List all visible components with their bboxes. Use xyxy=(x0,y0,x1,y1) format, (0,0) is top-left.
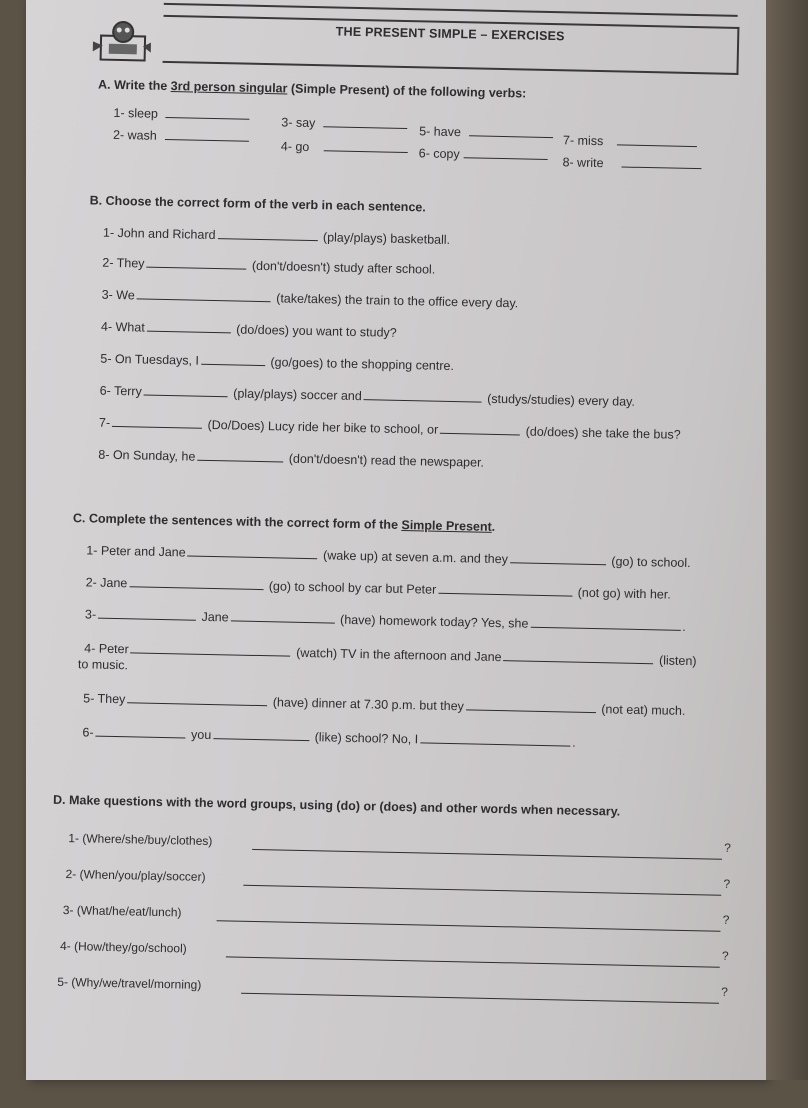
section-b-item xyxy=(100,384,636,409)
section-c-item-continued: to music. xyxy=(77,657,129,673)
answer-blank[interactable] xyxy=(127,701,267,706)
item-text: you xyxy=(190,727,212,743)
answer-blank[interactable] xyxy=(213,737,309,741)
answer-blank[interactable] xyxy=(503,659,653,664)
answer-line[interactable] xyxy=(241,993,719,1004)
section-a-title-suffix: (Simple Present) of the following verbs: xyxy=(287,81,527,101)
verb-item xyxy=(563,133,700,150)
section-c-title xyxy=(73,511,496,534)
answer-line[interactable] xyxy=(217,920,721,932)
verb-item xyxy=(281,115,409,132)
item-text: (go) to school. xyxy=(611,554,691,571)
title-top-rule xyxy=(164,3,738,17)
item-text: (do/does) she take the bus? xyxy=(525,424,681,442)
answer-blank[interactable] xyxy=(530,626,680,631)
answer-blank[interactable] xyxy=(98,617,196,621)
verb-label: 8- write xyxy=(562,155,604,171)
question-prompt: 2- (When/you/play/soccer) xyxy=(65,867,206,884)
answer-blank[interactable] xyxy=(364,398,482,402)
item-text: Jane xyxy=(201,609,229,625)
answer-blank[interactable] xyxy=(201,363,265,366)
answer-blank[interactable] xyxy=(510,561,606,565)
item-text: 3- xyxy=(84,607,97,622)
item-text: 6- xyxy=(82,725,94,740)
item-text: (do/does) you want to study? xyxy=(236,322,397,340)
item-text: (listen) xyxy=(658,653,697,669)
answer-blank[interactable] xyxy=(466,708,596,713)
item-text: (don't/doesn't) study after school. xyxy=(251,258,436,277)
question-mark: ? xyxy=(722,912,730,927)
section-b-item xyxy=(98,448,484,470)
item-text: 2- Jane xyxy=(85,575,128,591)
section-a-title xyxy=(98,78,527,101)
item-text: (go/goes) to the shopping centre. xyxy=(270,355,455,374)
verb-label: 3- say xyxy=(281,115,316,131)
verb-item xyxy=(419,146,550,163)
item-text: 8- On Sunday, he xyxy=(98,447,196,464)
section-c-title-suffix: . xyxy=(491,519,496,534)
question-mark: ? xyxy=(721,984,729,999)
item-text: (play/plays) soccer and xyxy=(233,386,362,404)
answer-blank[interactable] xyxy=(112,425,202,429)
section-b-item xyxy=(99,416,681,442)
answer-line[interactable] xyxy=(243,885,721,896)
section-b-item xyxy=(102,288,519,311)
item-text: (studys/studies) every day. xyxy=(487,391,636,409)
answer-blank[interactable] xyxy=(165,138,249,142)
item-text: . xyxy=(682,619,686,634)
answer-blank[interactable] xyxy=(137,297,271,302)
item-text: (Do/Does) Lucy ride her bike to school, or xyxy=(207,417,439,437)
section-c-item xyxy=(83,691,685,718)
item-text: 4- What xyxy=(100,319,145,335)
verb-item xyxy=(419,124,555,141)
section-c-item xyxy=(86,543,691,570)
verb-item xyxy=(562,155,703,172)
verb-item xyxy=(113,128,251,145)
item-text: 5- They xyxy=(83,691,126,707)
section-a-title-underlined: 3rd person singular xyxy=(170,79,288,96)
verb-label: 7- miss xyxy=(562,133,604,149)
section-c-item xyxy=(85,607,686,634)
section-c-item xyxy=(84,641,697,668)
answer-blank[interactable] xyxy=(323,125,407,129)
item-text: (take/takes) the train to the office every day. xyxy=(276,291,519,311)
item-text: 4- Peter xyxy=(84,641,129,657)
section-b-item xyxy=(102,256,435,277)
item-text: (play/plays) basketball. xyxy=(322,230,451,247)
answer-line[interactable] xyxy=(226,956,720,967)
item-text: (not eat) much. xyxy=(601,702,686,718)
answer-blank[interactable] xyxy=(166,116,250,120)
answer-blank[interactable] xyxy=(96,735,186,739)
question-mark: ? xyxy=(724,840,732,855)
question-mark: ? xyxy=(721,948,729,963)
item-text: (go) to school by car but Peter xyxy=(268,579,437,597)
answer-blank[interactable] xyxy=(147,330,231,334)
answer-blank[interactable] xyxy=(440,432,520,436)
answer-blank[interactable] xyxy=(464,156,548,160)
item-text: (don't/doesn't) read the newspaper. xyxy=(288,451,485,470)
answer-blank[interactable] xyxy=(131,651,291,656)
question-mark: ? xyxy=(723,876,731,891)
section-b-item xyxy=(100,352,454,373)
answer-blank[interactable] xyxy=(197,459,283,463)
section-c-title-underlined: Simple Present xyxy=(401,517,492,534)
section-a-title-prefix: A. Write the xyxy=(97,77,171,94)
section-c-item xyxy=(82,725,575,749)
item-text: (have) homework today? Yes, she xyxy=(339,612,529,631)
answer-blank[interactable] xyxy=(621,166,701,170)
section-b-title: B. Choose the correct form of the verb in each sentence. xyxy=(89,193,426,215)
item-text: (watch) TV in the afternoon and Jane xyxy=(296,645,502,665)
item-text: (have) dinner at 7.30 p.m. but they xyxy=(272,695,465,714)
answer-blank[interactable] xyxy=(469,134,553,138)
worksheet-content xyxy=(3,0,786,1108)
verb-label: 1- sleep xyxy=(113,105,159,121)
verb-label: 2- wash xyxy=(112,127,157,143)
question-prompt: 5- (Why/we/travel/morning) xyxy=(57,974,202,992)
item-text: (not go) with her. xyxy=(577,585,671,602)
item-text: 1- Peter and Jane xyxy=(86,543,186,560)
verb-label: 5- have xyxy=(419,124,462,140)
answer-blank[interactable] xyxy=(617,143,697,147)
answer-blank[interactable] xyxy=(438,592,572,597)
verb-item xyxy=(281,139,410,156)
answer-blank[interactable] xyxy=(420,741,570,746)
item-text: . xyxy=(572,735,576,750)
answer-line[interactable] xyxy=(252,849,722,860)
item-text: (like) school? No, I xyxy=(314,730,419,747)
answer-blank[interactable] xyxy=(188,555,318,560)
answer-blank[interactable] xyxy=(129,585,263,590)
answer-blank[interactable] xyxy=(231,619,335,623)
answer-blank[interactable] xyxy=(146,266,246,270)
answer-blank[interactable] xyxy=(144,394,228,398)
question-prompt: 4- (How/they/go/school) xyxy=(59,938,187,956)
item-text: 2- They xyxy=(102,255,145,271)
section-b-item xyxy=(103,226,450,247)
section-c-title-prefix: C. Complete the sentences with the correct form of the xyxy=(72,511,402,532)
item-text: 1- John and Richard xyxy=(102,225,216,243)
verb-label: 6- copy xyxy=(418,146,460,162)
section-b-item xyxy=(101,320,397,340)
item-text: 6- Terry xyxy=(99,383,142,399)
page-title: THE PRESENT SIMPLE – EXERCISES xyxy=(335,24,565,44)
verb-label: 4- go xyxy=(280,139,310,154)
answer-blank[interactable] xyxy=(217,237,317,241)
item-text: 3- We xyxy=(101,287,135,303)
item-text: (wake up) at seven a.m. and they xyxy=(322,548,509,567)
answer-blank[interactable] xyxy=(323,149,407,153)
cartoon-logo-icon xyxy=(84,15,159,67)
item-text: 5- On Tuesdays, I xyxy=(100,351,200,368)
item-text: 7- xyxy=(98,415,111,430)
question-prompt: 1- (Where/she/buy/clothes) xyxy=(68,831,213,849)
section-d-title: D. Make questions with the word groups, using (do) or (does) and other words when necessary. xyxy=(52,792,621,819)
section-c-item xyxy=(86,575,671,601)
question-prompt: 3- (What/he/eat/lunch) xyxy=(62,902,182,920)
verb-item xyxy=(113,106,252,123)
